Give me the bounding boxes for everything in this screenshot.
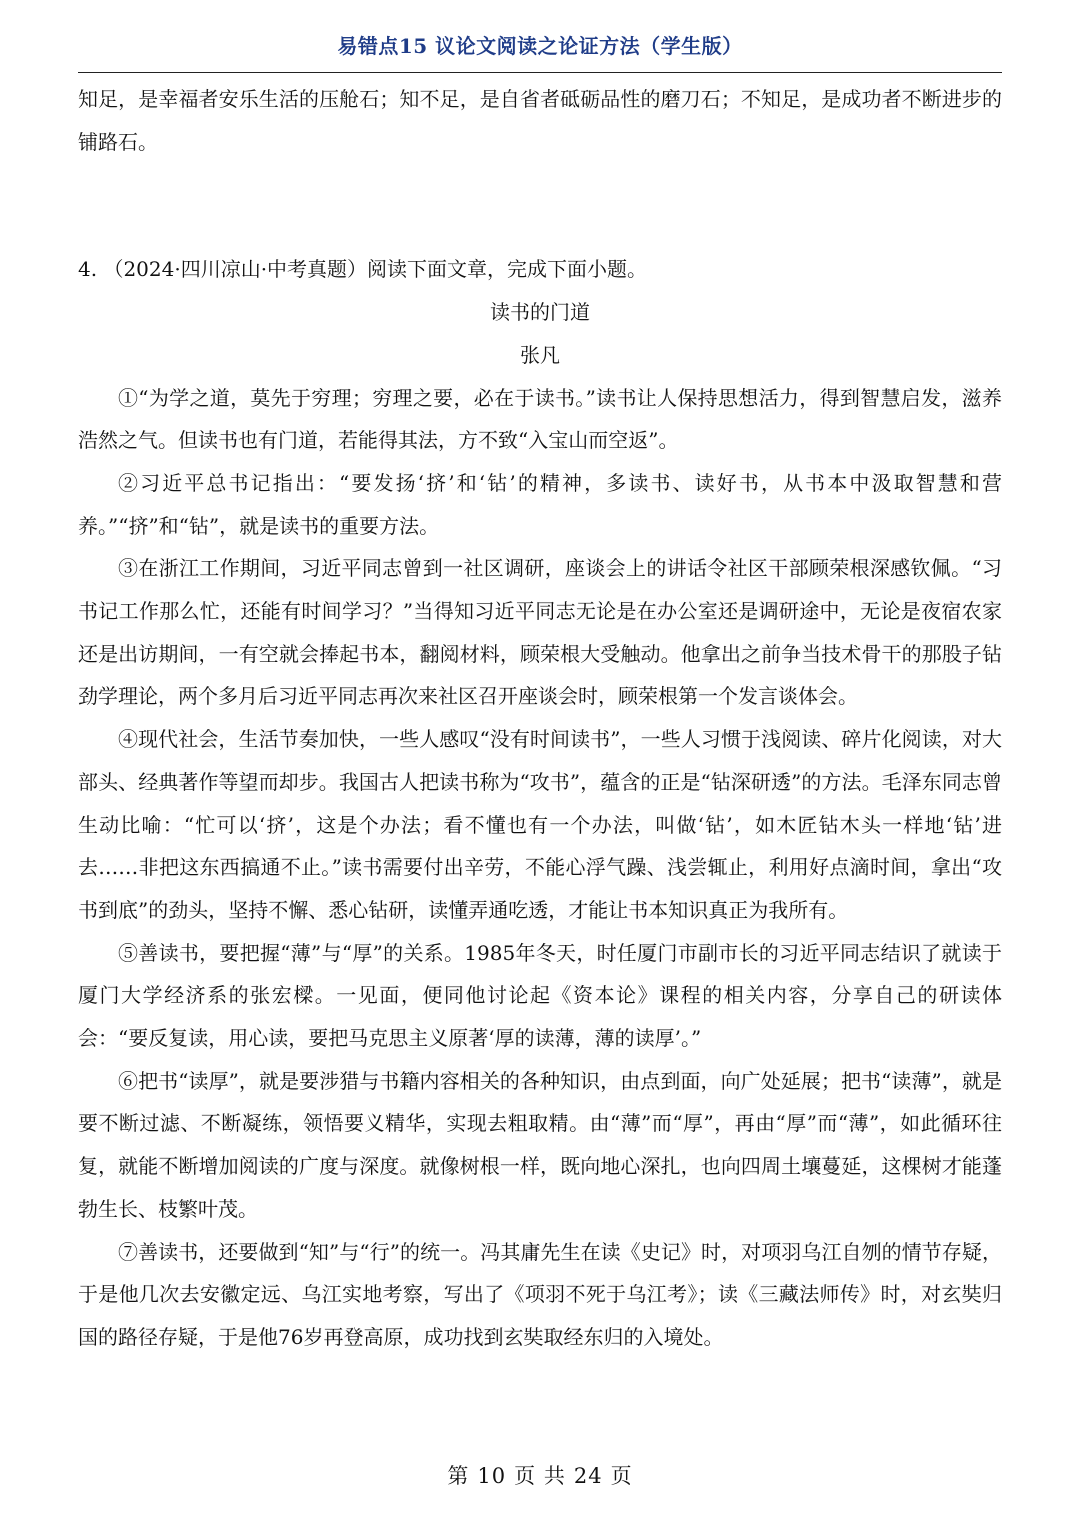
- article-paragraph-7: ⑦善读书，还要做到“知”与“行”的统一。冯其庸先生在读《史记》时，对项羽乌江自刎的情节存疑，于是他几次去安徽定远、乌江实地考察，写出了《项羽不死于乌江考》；读《三藏法师传》时，对玄奘归国的路径存疑，于是他76岁再登高原，成功找到玄奘取经东归的入境处。: [78, 1239, 1002, 1349]
- intro-paragraph: 知足，是幸福者安乐生活的压舱石；知不足，是自省者砥砺品性的磨刀石；不知足，是成功者不断进步的铺路石。: [78, 87, 1002, 154]
- article-paragraph-5: ⑤善读书，要把握“薄”与“厚”的关系。1985年冬天，时任厦门市副市长的习近平同志结识了就读于厦门大学经济系的张宏樑。一见面，便同他讨论起《资本论》课程的相关内容，分享自己的研读体会：“要反复读，用心读，要把马克思主义原著‘厚的读薄，薄的读厚’。”: [78, 940, 1002, 1051]
- article-paragraph-6: ⑥把书“读厚”，就是要涉猎与书籍内容相关的各种知识，由点到面，向广处延展；把书“读薄”，就是要不断过滤、不断凝练，领悟要义精华，实现去粗取精。由“薄”而“厚”，再由“厚”而“薄”，如此循环往复，就能不断增加阅读的广度与深度。就像树根一样，既向地心深扎，也向四周土壤蔓延，这棵树才能蓬勃生长、枝繁叶茂。: [78, 1068, 1002, 1221]
- article-paragraph-4: ④现代社会，生活节奏加快，一些人感叹“没有时间读书”，一些人习惯于浅阅读、碎片化阅读，对大部头、经典著作等望而却步。我国古人把读书称为“攻书”，蕴含的正是“钻深研透”的方法。毛泽东同志曾生动比喻：“忙可以‘挤’，这是个办法；看不懂也有一个办法，叫做‘钻’，如木匠钻木头一样地‘钻’进去……非把这东西搞通不止。”读书需要付出辛劳，不能心浮气躁、浅尝辄止，利用好点滴时间，拿出“攻书到底”的劲头，坚持不懈、悉心钻研，读懂弄通吃透，才能让书本知识真正为我所有。: [78, 727, 1002, 922]
- footer-suffix: 页: [610, 1464, 633, 1488]
- footer-prefix: 第: [447, 1464, 470, 1488]
- article-author: 张凡: [520, 342, 560, 367]
- page-header-title: 易错点15 议论文阅读之论证方法（学生版）: [337, 34, 743, 58]
- article-paragraph-2: ②习近平总书记指出：“要发扬‘挤’和‘钻’的精神，多读书、读好书，从书本中汲取智慧和营养。”“挤”和“钻”，就是读书的重要方法。: [78, 470, 1002, 538]
- article-paragraph-1: ①“为学之道，莫先于穷理；穷理之要，必在于读书。”读书让人保持思想活力，得到智慧启发，滋养浩然之气。但读书也有门道，若能得其法，方不致“入宝山而空返”。: [78, 385, 1002, 453]
- header-divider: [78, 72, 1002, 73]
- footer-page-number: 10: [477, 1464, 507, 1488]
- article-paragraph-3: ③在浙江工作期间，习近平同志曾到一社区调研，座谈会上的讲话令社区干部顾荣根深感钦佩。“习书记工作那么忙，还能有时间学习？”当得知习近平同志无论是在办公室还是调研途中，无论是夜宿农家还是出访期间，一有空就会捧起书本，翻阅材料，顾荣根大受触动。他拿出之前争当技术骨干的那股子钻劲学理论，两个多月后习近平同志再次来社区召开座谈会时，顾荣根第一个发言谈体会。: [78, 556, 1002, 709]
- footer-total-pages: 24: [573, 1464, 603, 1488]
- page-content: [78, 78, 1002, 1359]
- article-title: 读书的门道: [490, 300, 590, 325]
- footer-middle: 页 共: [514, 1464, 566, 1488]
- page-footer: [78, 1460, 1002, 1490]
- question-heading: 4. （2024·四川凉山·中考真题）阅读下面文章，完成下面小题。: [78, 257, 648, 282]
